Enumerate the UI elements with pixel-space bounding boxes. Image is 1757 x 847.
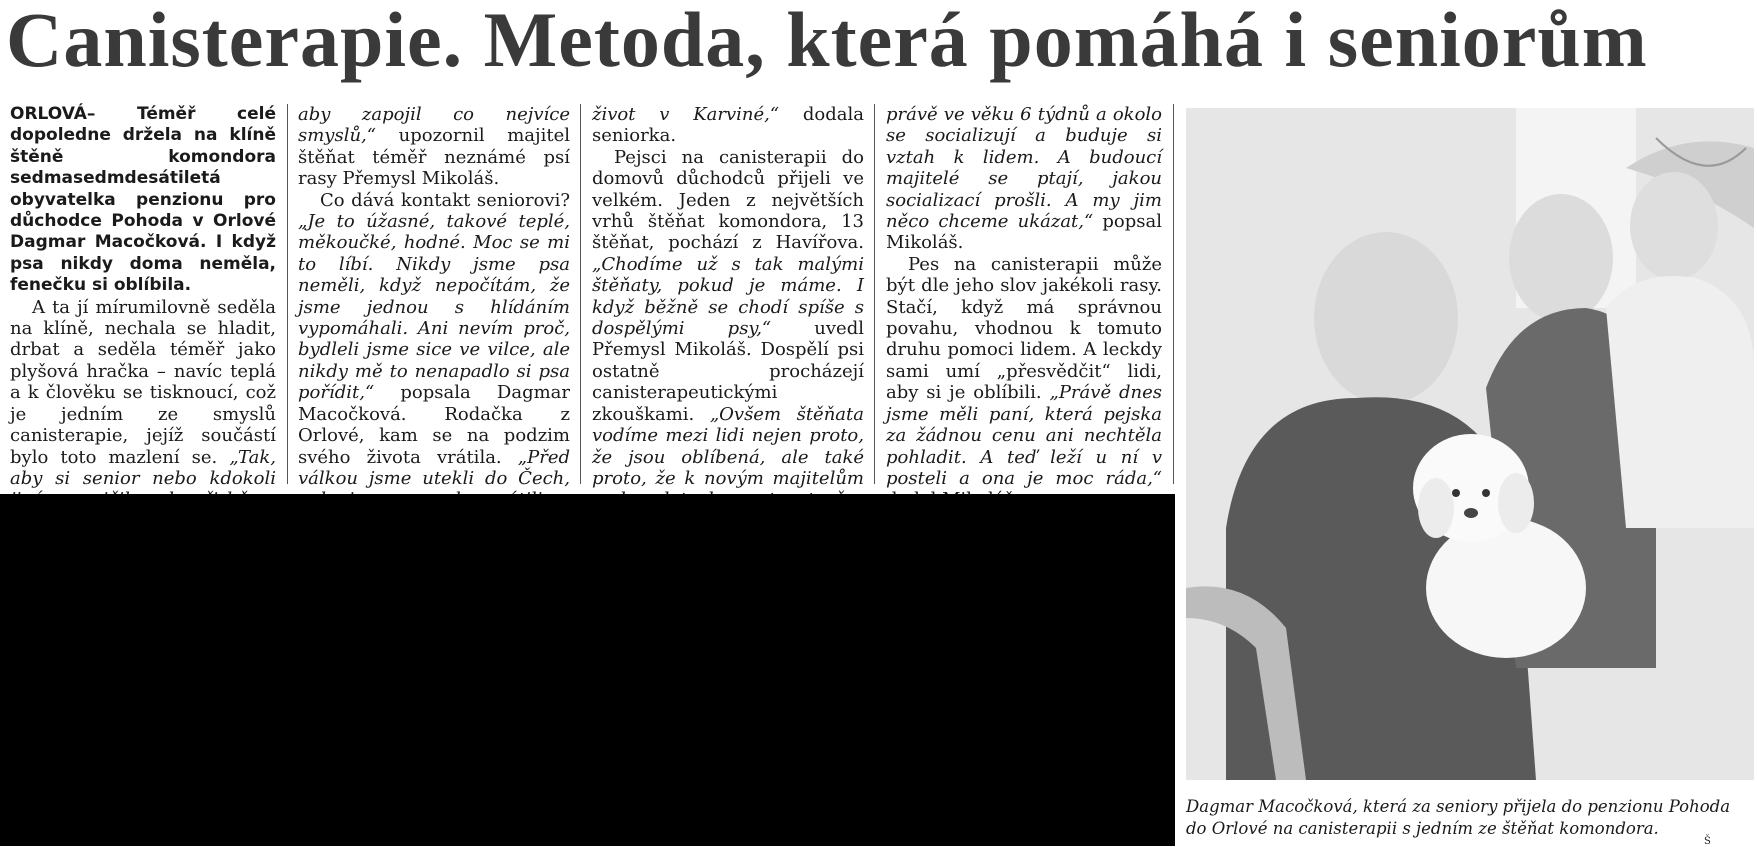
article-column-3 (592, 104, 864, 489)
paragraph (886, 104, 1162, 254)
paragraph-text: A ta jí mírumilovně seděla na klíně, nechala se hladit, drbat a seděla téměř jako plyšová hračka – navíc teplá a k člověku se tisknoucí, což je jedním ze smyslů canisterapie, jejíž součástí bylo toto mazlení se. (10, 296, 276, 468)
paragraph-text: Pejsci na canisterapii do domovů důchodců přijeli ve velkém. Jeden z největších vrhů štěňat komondora, 13 štěňat, pochází z Havířova. (592, 146, 864, 254)
page-mark: Š (1704, 836, 1711, 847)
article-lead: ORLOVÁ– Téměř celé dopoledne držela na klíně štěně komondora sedmasedmdesátiletá obyvatelka penzionu pro důchodce Pohoda v Orlové Dagmar Macočková. I když psa nikdy doma neměla, fenečku si oblíbila. (10, 104, 276, 296)
article-column-4 (886, 104, 1162, 489)
article-column-1 (10, 104, 276, 489)
column-divider (580, 104, 581, 484)
quote-text: „Tak, aby si senior nebo kdokoli (10, 446, 276, 489)
paragraph (298, 190, 570, 533)
paragraph-text: uvedl Přemysl Mikoláš. Dospělí psi ostatně procházejí canisterapeutickými zkouškami. (592, 318, 864, 425)
column-divider (1173, 104, 1174, 484)
article-column-2 (298, 104, 570, 489)
paragraph-text: Pes na canisterapii může být dle jeho slov jakékoli rasy. Stačí, když má správnou povahu, vhodnou k tomuto druhu pomoci lidem. A leckdy sami umí „přesvědčit“ lidi, aby si je oblíbili. (886, 253, 1162, 404)
quote-text: „Před válkou jsme utekli do Čech, (298, 446, 570, 489)
paragraph (592, 147, 864, 532)
headline: Canisterapie. Metoda, která pomáhá i seniorům (6, 0, 1648, 83)
quote-text: „Právě dnes jsme měli paní, která pejska za žádnou cenu ani nechtěla pohladit. A teď leží u ní v posteli a ona je moc ráda,“ (886, 382, 1162, 489)
quote-text: „Je to úžasné, takové teplé, měkoučké, hodné. Moc se mi to líbí. Nikdy jsme psa neměli, když nepočítám, že jsme jednou s hlídáním vypomáhali. Ani nevím proč, bydleli jsme sice ve vilce, ale nikdy mě to nenapadlo si psa pořídit,“ (298, 211, 570, 404)
quote-text: „Ovšem štěňata vodíme mezi lidi nejen proto, že jsou oblíbená, ale také proto, že k novým majitelům (592, 403, 864, 489)
quote-text: aby zapojil co nejvíce smyslů,“ (298, 104, 570, 147)
column-divider (874, 104, 875, 484)
paragraph (886, 254, 1162, 511)
paragraph-text: dodala seniorka. (592, 104, 864, 147)
photo-caption: Dagmar Macočková, která za seniory přijela do penzionu Pohoda do Orlové na canisterapii s jedním ze štěňat komondora. (1186, 797, 1731, 838)
column-divider (287, 104, 288, 484)
quote-text: právě ve věku 6 týdnů a okolo se socializují a buduje si vztah k lidem. A budoucí majitelé se ptají, jakou socializací prošli. A my jim něco chceme ukázat,“ (886, 104, 1162, 233)
redacted-area (0, 494, 1175, 846)
quote-text: život v Karviné,“ (592, 104, 780, 125)
quote-text: „Chodíme už s tak malými štěňaty, pokud je máme. I když běžně se chodí spíše s dospělými psy,“ (592, 253, 864, 340)
article-photo (1186, 108, 1754, 780)
paragraph-text: popsala Dagmar Macočková. Rodačka z Orlové, kam se na podzim svého života vrátila. (298, 382, 570, 468)
paragraph (592, 104, 864, 147)
paragraph-text: upozornil majitel štěňat téměř neznámé psí rasy Přemysl Mikoláš. (298, 125, 570, 190)
paragraph-text: Co dává kontakt seniorovi? (320, 189, 570, 211)
paragraph (298, 104, 570, 190)
photo-illustration (1186, 108, 1754, 780)
paragraph-text: popsal Mikoláš. (886, 211, 1162, 254)
